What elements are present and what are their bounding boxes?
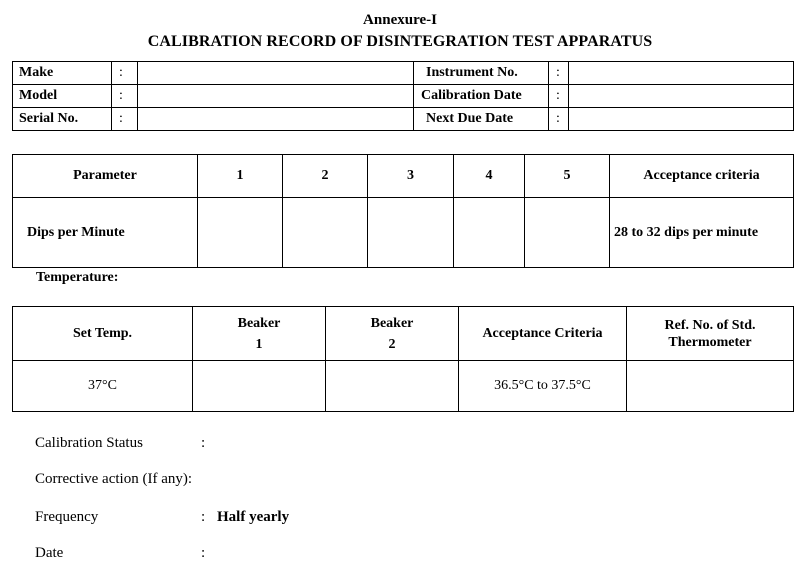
next-due-date-value-field[interactable] [569, 108, 794, 131]
frequency-colon: : [201, 509, 206, 525]
beaker-2-header [326, 307, 459, 361]
frequency-value: Half yearly [217, 509, 290, 525]
acceptance-criteria-header: Acceptance criteria [610, 155, 794, 198]
date-row [35, 545, 206, 562]
make-colon: : [112, 62, 138, 85]
ref-thermometer-line1: Ref. No. of Std. [664, 317, 756, 333]
dips-parameter-table [12, 154, 794, 268]
calibration-status-row [35, 435, 206, 452]
reading-3-field[interactable] [368, 198, 454, 268]
serial-no-label: Serial No. [13, 108, 112, 131]
calibration-status-label: Calibration Status [35, 435, 143, 451]
serial-no-value-field[interactable] [138, 108, 414, 131]
document-title: CALIBRATION RECORD OF DISINTEGRATION TEST APPARATUS [147, 33, 653, 50]
next-due-date-label: Next Due Date [414, 108, 549, 131]
make-value-field[interactable] [138, 62, 414, 85]
frequency-label: Frequency [35, 509, 99, 525]
set-temp-header: Set Temp. [13, 307, 193, 361]
reading-4-field[interactable] [454, 198, 525, 268]
reading-2-field[interactable] [283, 198, 368, 268]
temp-acceptance-value: 36.5°C to 37.5°C [459, 361, 627, 412]
beaker-1-header [193, 307, 326, 361]
ref-thermometer-header [627, 307, 794, 361]
corrective-action-label: Corrective action (If any): [35, 471, 193, 487]
make-label: Make [13, 62, 112, 85]
info-row-model [13, 85, 794, 108]
reading-3-header: 3 [368, 155, 454, 198]
frequency-row [35, 509, 290, 526]
beaker-1-number: 1 [255, 336, 263, 352]
dips-acceptance-criteria: 28 to 32 dips per minute [610, 198, 794, 268]
calibration-status-colon: : [201, 435, 206, 451]
parameter-header-row [13, 155, 794, 198]
calibration-date-colon: : [549, 85, 569, 108]
temperature-label: Temperature: [36, 270, 119, 285]
instrument-no-label: Instrument No. [414, 62, 549, 85]
info-row-make [13, 62, 794, 85]
instrument-info-table [12, 61, 794, 131]
dips-per-minute-row [13, 198, 794, 268]
date-label: Date [35, 545, 64, 561]
beaker-2-title: Beaker [370, 315, 414, 331]
temperature-header-row [13, 307, 794, 361]
model-colon: : [112, 85, 138, 108]
temp-acceptance-header: Acceptance Criteria [459, 307, 627, 361]
beaker-2-field[interactable] [326, 361, 459, 412]
reading-5-field[interactable] [525, 198, 610, 268]
corrective-action-row [35, 471, 192, 488]
beaker-1-field[interactable] [193, 361, 326, 412]
serial-no-colon: : [112, 108, 138, 131]
temperature-data-row [13, 361, 794, 412]
set-temp-value: 37°C [13, 361, 193, 412]
model-label: Model [13, 85, 112, 108]
reading-4-header: 4 [454, 155, 525, 198]
beaker-1-title: Beaker [237, 315, 281, 331]
ref-thermometer-field[interactable] [627, 361, 794, 412]
calibration-date-value-field[interactable] [569, 85, 794, 108]
reading-1-header: 1 [198, 155, 283, 198]
temperature-table [12, 306, 794, 412]
instrument-no-colon: : [549, 62, 569, 85]
parameter-header: Parameter [13, 155, 198, 198]
beaker-2-number: 2 [388, 336, 396, 352]
info-row-serial [13, 108, 794, 131]
calibration-date-label: Calibration Date [414, 85, 549, 108]
date-colon: : [201, 545, 206, 561]
model-value-field[interactable] [138, 85, 414, 108]
reading-1-field[interactable] [198, 198, 283, 268]
dips-per-minute-label: Dips per Minute [13, 198, 198, 268]
ref-thermometer-line2: Thermometer [668, 334, 752, 350]
reading-2-header: 2 [283, 155, 368, 198]
instrument-no-value-field[interactable] [569, 62, 794, 85]
next-due-date-colon: : [549, 108, 569, 131]
annexure-label: Annexure-I [363, 12, 437, 28]
reading-5-header: 5 [525, 155, 610, 198]
